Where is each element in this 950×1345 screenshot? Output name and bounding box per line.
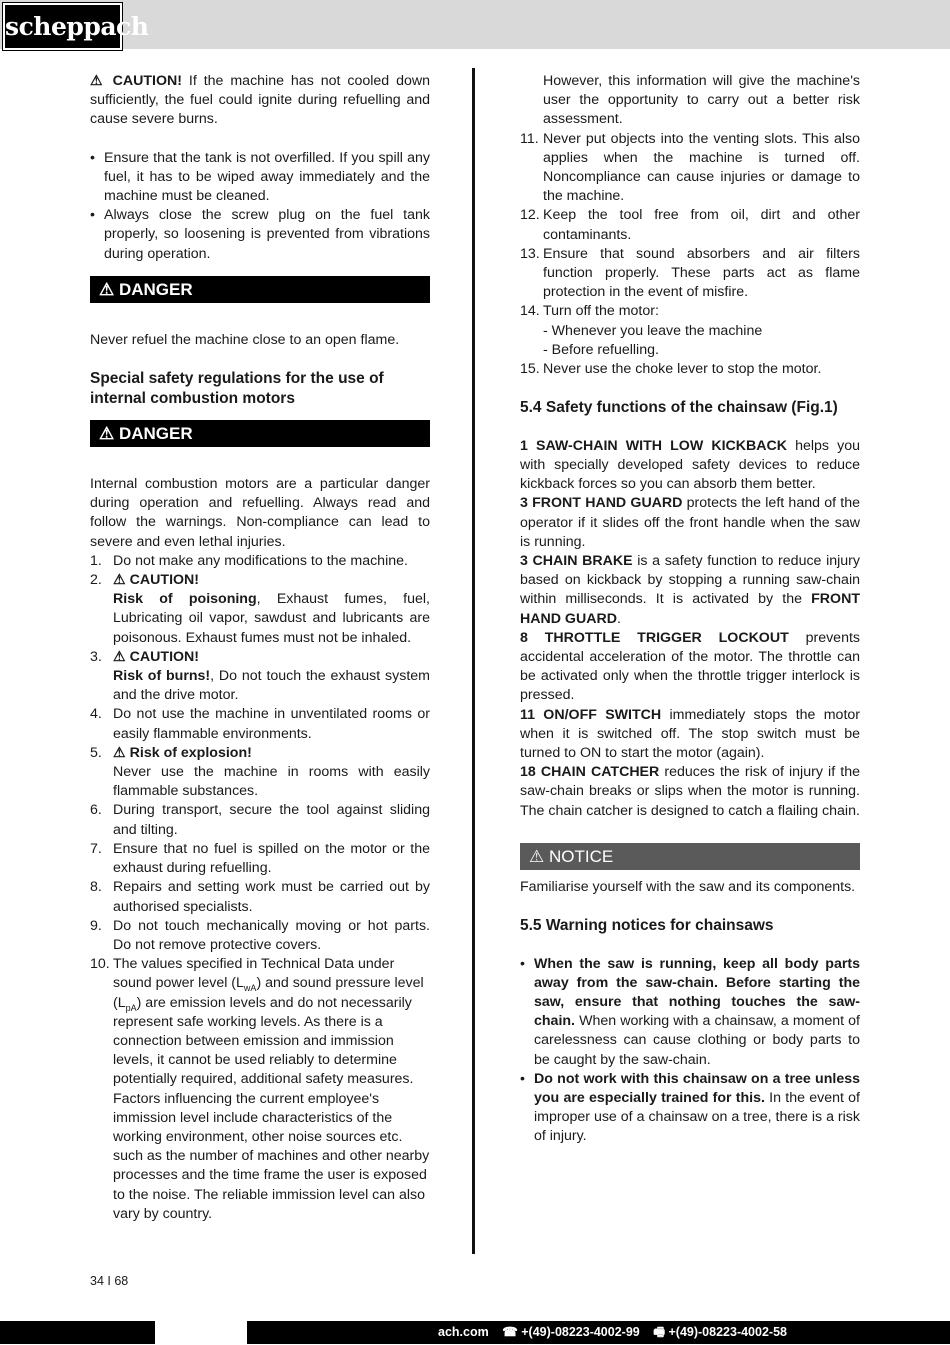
caution-label: ⚠ CAUTION!	[113, 648, 200, 665]
warning-bullets	[520, 955, 860, 1147]
function-paragraph: 3 FRONT HAND GUARD protects the left hand of the operator if it slides off the front handle when the saw is running.	[520, 495, 860, 550]
list-item: 1. Do not make any modifications to the machine.	[90, 552, 408, 569]
function-paragraph: 8 THROTTLE TRIGGER LOCKOUT prevents accidental acceleration of the motor. The throttle can be activated only when the throttle trigger interlock is pressed.	[520, 629, 860, 704]
section-heading-5-5: 5.5 Warning notices for chainsaws	[520, 917, 774, 935]
list-item: 3. ⚠ CAUTION! Risk of burns!, Do not touch the exhaust system and the drive motor.	[90, 648, 430, 704]
list-item: 6. During transport, secure the tool against sliding and tilting.	[90, 802, 430, 838]
safety-list	[90, 552, 430, 1224]
footer-bar	[0, 1321, 950, 1344]
list-item: 13. Ensure that sound absorbers and air filters function properly. These parts act as flame protection in the event of misfire.	[520, 245, 860, 301]
intro-paragraph: Internal combustion motors are a particular danger during operation and refuelling. Always read and follow the warnings. Non-compliance can lead to severe and even lethal injuries.	[90, 476, 430, 550]
section-heading: Special safety regulations for the use of internal combustion motors	[90, 370, 384, 407]
caution-paragraph	[90, 72, 430, 130]
list-item: 9. Do not touch mechanically moving or hot parts. Do not remove protective covers.	[90, 917, 430, 953]
scheppach-logo: scheppach	[3, 3, 122, 50]
header-bar	[0, 0, 950, 49]
list-item: • Ensure that the tank is not overfilled. If you spill any fuel, it has to be wiped away immediately and the machine must be cleaned.	[90, 149, 430, 207]
footer-contact	[438, 1321, 797, 1344]
fuel-bullets	[90, 149, 430, 264]
notice-banner: ⚠ NOTICE	[520, 843, 860, 870]
list-item: • When the saw is running, keep all body parts away from the saw-chain. Before starting the saw, ensure that nothing touches the saw-chain. When working with a chainsaw, a moment of carelessness can cause clothing or body parts to be caught by the saw-chain.	[520, 955, 860, 1070]
function-paragraph: 3 CHAIN BRAKE is a safety function to reduce injury based on kickback by stopping a running saw-chain within milliseconds. It is activated by the FRONT HAND GUARD.	[520, 552, 860, 627]
fax-number: 🖷 +(49)-08223-4002-58	[653, 1325, 787, 1339]
function-paragraph: 18 CHAIN CATCHER reduces the risk of injury if the saw-chain breaks or slips when the motor is running. The chain catcher is designed to catch a flailing chain.	[520, 764, 860, 819]
column-divider	[472, 68, 475, 1254]
danger-banner: ⚠ DANGER	[90, 420, 430, 447]
function-paragraph: 1 SAW-CHAIN WITH LOW KICKBACK helps you with specially developed safety devices to reduce kickback forces so you can absorb them better.	[520, 437, 860, 493]
page-number: 34 I 68	[90, 1274, 129, 1288]
list-item: 15. Never use the choke lever to stop the motor.	[520, 361, 822, 378]
list-item: 5. ⚠ Risk of explosion! Never use the machine in rooms with easily flammable substances.	[90, 744, 430, 800]
caution-label: ⚠ CAUTION!	[113, 572, 200, 589]
list-item: 11. Never put objects into the venting slots. This also applies when the machine is turned off. Noncompliance can cause injuries or damage to the machine.	[520, 130, 860, 205]
list-item: 14. Turn off the motor: - Whenever you leave the machine - Before refuelling.	[520, 303, 763, 358]
function-paragraph: 11 ON/OFF SWITCH immediately stops the motor when it is switched off. The stop switch must be turned to ON to start the motor (again).	[520, 706, 860, 761]
list-item: 2. ⚠ CAUTION! Risk of poisoning, Exhaust fumes, fuel, Lubricating oil vapor, sawdust and lubricants are poisonous. Exhaust fumes must not be inhaled.	[90, 572, 430, 646]
danger-text: Never refuel the machine close to an open flame.	[90, 331, 400, 348]
phone-number: ☎ +(49)-08223-4002-99	[502, 1325, 640, 1339]
safety-list-continued	[520, 72, 860, 379]
explosion-label: ⚠ Risk of explosion!	[113, 744, 252, 761]
list-item: 7. Ensure that no fuel is spilled on the motor or the exhaust during refuelling.	[90, 840, 430, 877]
list-item: • Always close the screw plug on the fuel tank properly, so loosening is prevented from vibrations during operation.	[90, 206, 430, 264]
caution-text: If the machine has not cooled down sufficiently, the fuel could ignite during refuelling and cause severe burns.	[90, 73, 430, 128]
list-item: 10. The values specified in Technical Data under sound power level $(L_{wA})$ and sound pressure level $(L_{pA})$ are emission levels and do not necessarily represent safe working levels. As there is a connection between emission and immission levels, it cannot be used reliably to determine potentially required, additional safety measures. Factors influencing the current employee's immission level include characteristics of the working environment, other noise sources etc. such as the number of machines and other nearby processes and the time frame the user is exposed to the noise. The reliable immission level can also vary by country.	[90, 956, 430, 1222]
left-column	[90, 72, 430, 1224]
list-item: 4. Do not use the machine in unventilated rooms or easily flammable environments.	[90, 706, 430, 742]
section-heading-5-4: 5.4 Safety functions of the chainsaw (Fig.1)	[520, 399, 838, 417]
list-item: • Do not work with this chainsaw on a tree unless you are especially trained for this. In the event of improper use of a chainsaw on a tree, there is a risk of injury.	[520, 1070, 860, 1147]
list-item: 12. Keep the tool free from oil, dirt and other contaminants.	[520, 207, 860, 243]
website-link[interactable]: ach.com	[438, 1325, 489, 1339]
caution-label: ⚠ CAUTION!	[90, 73, 182, 89]
notice-text: Familiarise yourself with the saw and its components.	[520, 878, 856, 895]
right-column	[520, 72, 860, 1147]
list-item: However, this information will give the machine's user the opportunity to carry out a better risk assessment.	[543, 73, 860, 128]
list-item: 8. Repairs and setting work must be carried out by authorised specialists.	[90, 879, 430, 915]
danger-banner: ⚠ DANGER	[90, 276, 430, 303]
